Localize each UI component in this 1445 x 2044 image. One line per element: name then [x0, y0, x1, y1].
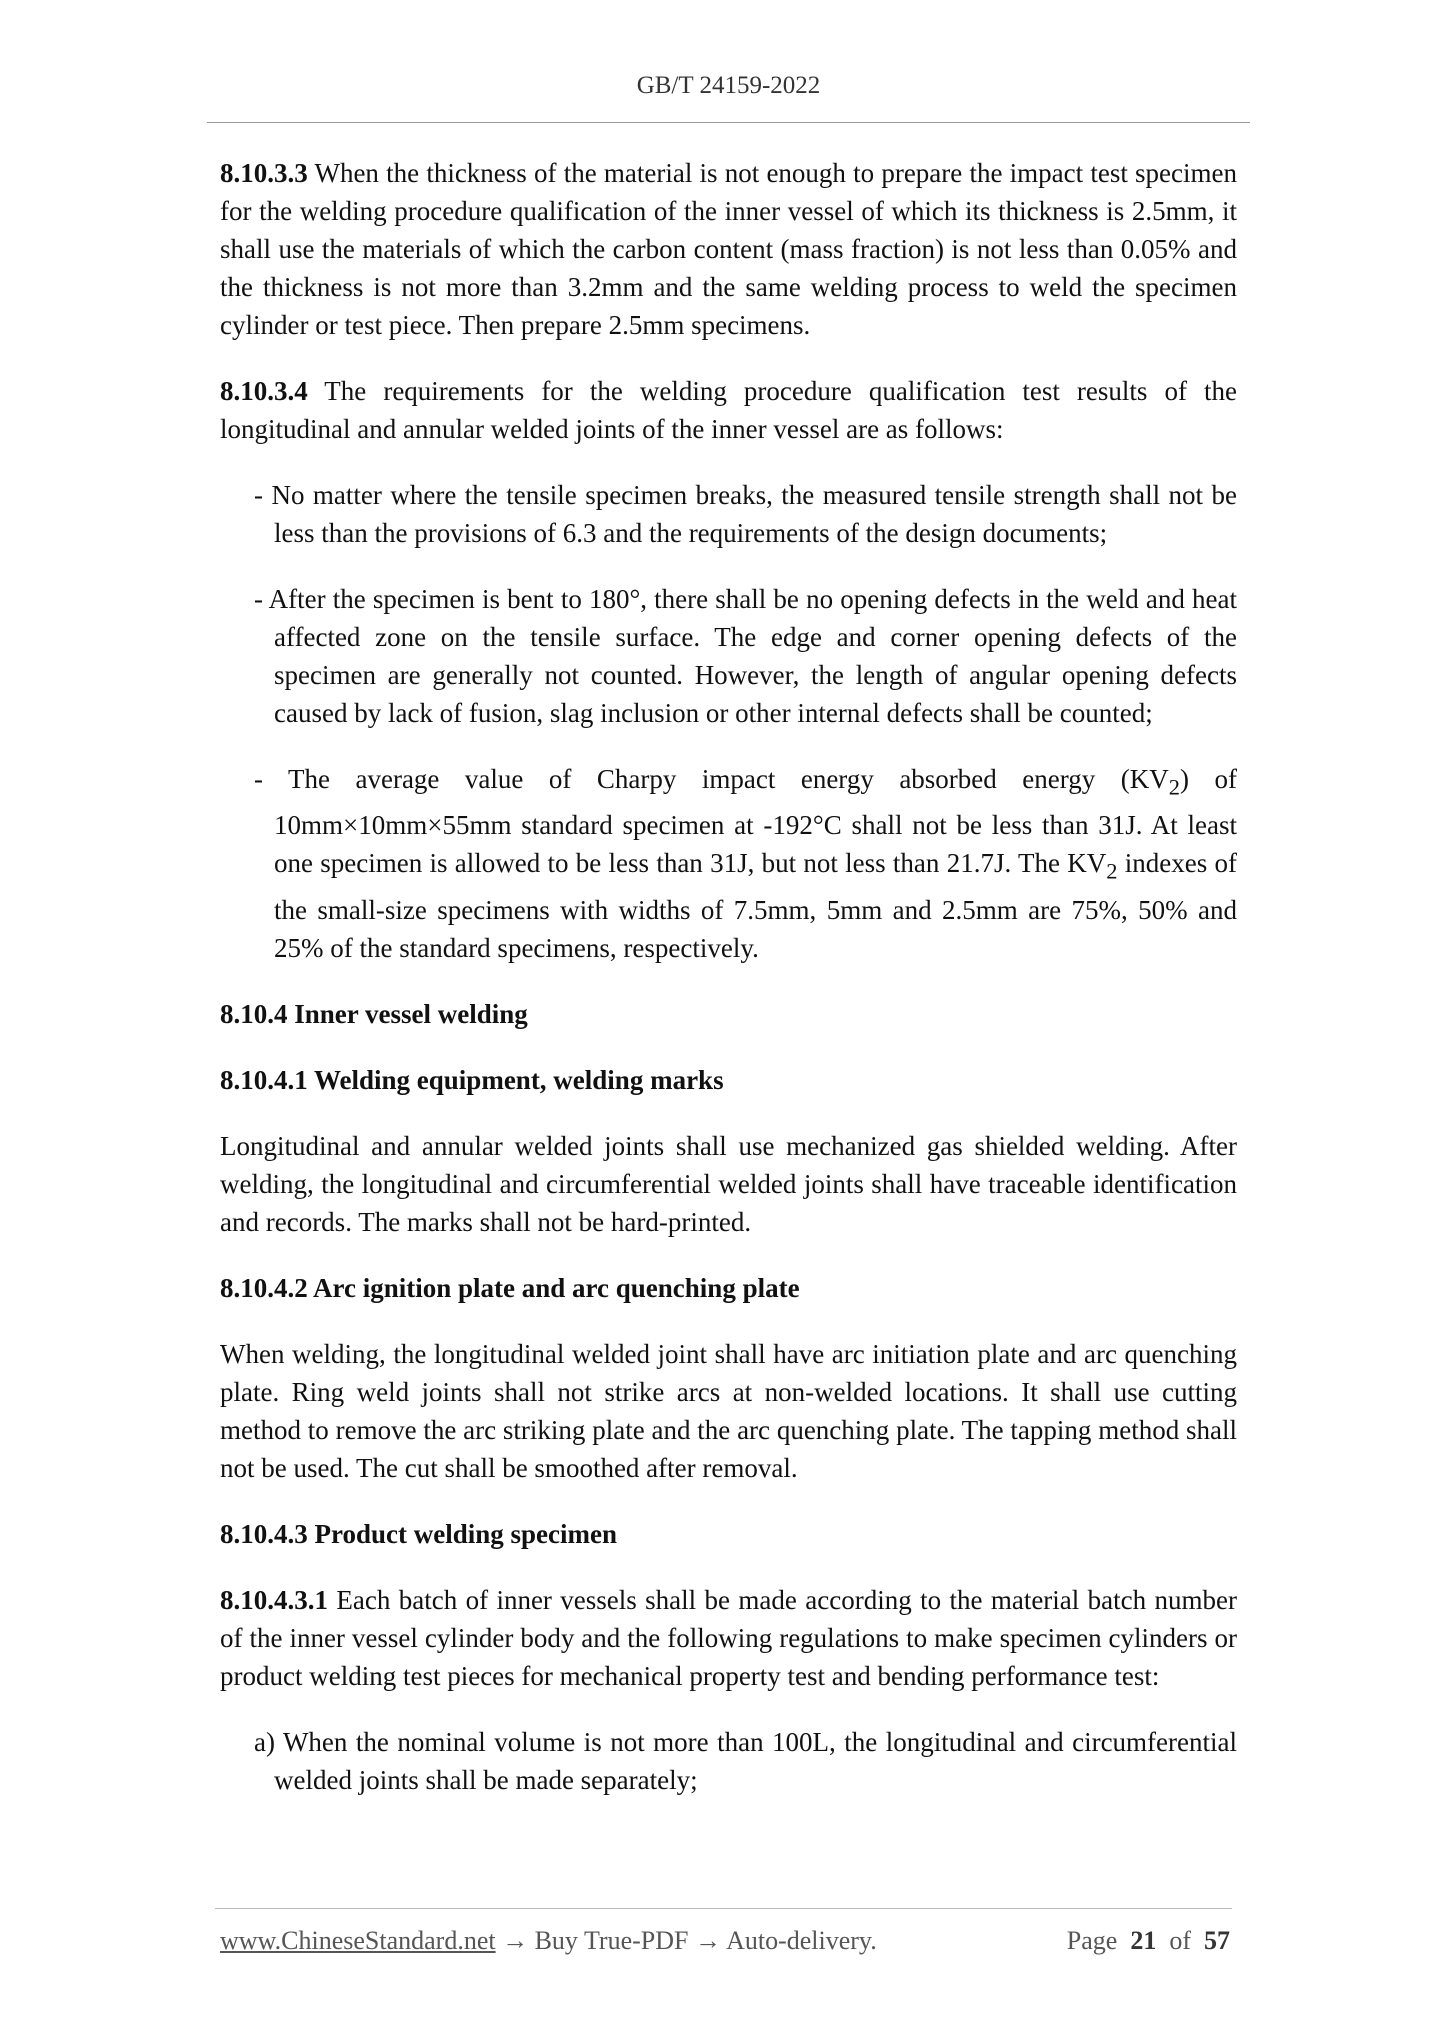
page-label: Page: [1066, 1926, 1118, 1955]
impact-text-part: - The average value of Charpy impact energy absorbed energy (KV: [254, 764, 1169, 794]
heading-8-10-4-3: 8.10.4.3 Product welding specimen: [220, 1518, 617, 1549]
impact-text-part: indexes of the small-size specimens with widths of 7.5mm, 5mm and 2.5mm are 75%, 50% and 25% of the standard specimens, respectively.: [274, 848, 1237, 963]
paragraph-8-10-3-3: [220, 154, 1237, 344]
list-item-bend: - After the specimen is bent to 180°, there shall be no opening defects in the weld and heat affected zone on the tensile surface. The edge and corner opening defects of the specimen are generally not counted. However, the length of angular opening defects caused by lack of fusion, slag inclusion or other internal defects shall be counted;: [254, 584, 1237, 728]
website-link[interactable]: www.ChineseStandard.net: [220, 1926, 496, 1955]
impact-text-part: ) of 10mm×10mm×55mm standard specimen at -192°C shall not be less than 31J. At least one specimen is allowed to be less than 31J, but not less than 21.7J. The KV: [274, 764, 1237, 879]
clause-text: The requirements for the welding procedure qualification test results of the longitudinal and annular welded joints of the inner vessel are as follows:: [220, 376, 1237, 444]
document-code: GB/T 24159-2022: [636, 72, 821, 99]
of-label: of: [1169, 1926, 1191, 1955]
paragraph-welding-equipment: Longitudinal and annular welded joints shall use mechanized gas shielded welding. After welding, the longitudinal and circumferential welded joints shall have traceable identification and records. The marks shall not be hard-printed.: [220, 1130, 1237, 1237]
paragraph-8-10-3-4: [220, 372, 1237, 448]
arrow-icon: →: [495, 1926, 535, 1955]
buy-text: Buy True-PDF: [534, 1926, 689, 1955]
clause-number: 8.10.4.3.1: [220, 1584, 328, 1615]
list-item-impact: [254, 760, 1237, 967]
arrow-icon: →: [688, 1926, 727, 1955]
clause-text: Each batch of inner vessels shall be made according to the material batch number of the inner vessel cylinder body and the following regulations to make specimen cylinders or product welding test pieces for mechanical property test and bending performance test:: [220, 1584, 1237, 1691]
footer-divider: [215, 1908, 1232, 1909]
clause-number: 8.10.3.3: [220, 158, 308, 188]
list-item-tensile: - No matter where the tensile specimen breaks, the measured tensile strength shall not be less than the provisions of 6.3 and the requirements of the design documents;: [254, 480, 1237, 548]
header-divider: [207, 122, 1250, 123]
page-indicator: [1067, 1926, 1230, 1956]
heading-8-10-4-1: 8.10.4.1 Welding equipment, welding marks: [220, 1064, 724, 1095]
page-header: [207, 72, 1250, 100]
heading-8-10-4-2: 8.10.4.2 Arc ignition plate and arc quenching plate: [220, 1272, 800, 1303]
subscript: 2: [1106, 858, 1118, 884]
list-item-a: a) When the nominal volume is not more than 100L, the longitudinal and circumferential welded joints shall be made separately;: [254, 1726, 1237, 1795]
page-total: 57: [1204, 1926, 1230, 1955]
footer-links: [220, 1926, 877, 1955]
paragraph-8-10-4-3-1: [220, 1581, 1237, 1695]
page-footer: [220, 1926, 1230, 1956]
clause-number: 8.10.3.4: [220, 376, 308, 406]
page-number: 21: [1130, 1926, 1157, 1955]
subscript: 2: [1168, 774, 1180, 800]
paragraph-arc-plates: When welding, the longitudinal welded joint shall have arc initiation plate and arc quenching plate. Ring weld joints shall not strike arcs at non-welded locations. It shall use cutting method to remove the arc striking plate and the arc quenching plate. The tapping method shall not be used. The cut shall be smoothed after removal.: [220, 1338, 1237, 1483]
delivery-text: Auto-delivery.: [726, 1926, 877, 1955]
document-body: [220, 154, 1237, 1827]
clause-text: When the thickness of the material is not enough to prepare the impact test specimen for the welding procedure qualification of the inner vessel of which its thickness is 2.5mm, it shall use the materials of which the carbon content (mass fraction) is not less than 0.05% and the thickness is not more than 3.2mm and the same welding process to weld the specimen cylinder or test piece. Then prepare 2.5mm specimens.: [220, 158, 1237, 340]
heading-8-10-4: 8.10.4 Inner vessel welding: [220, 998, 528, 1029]
